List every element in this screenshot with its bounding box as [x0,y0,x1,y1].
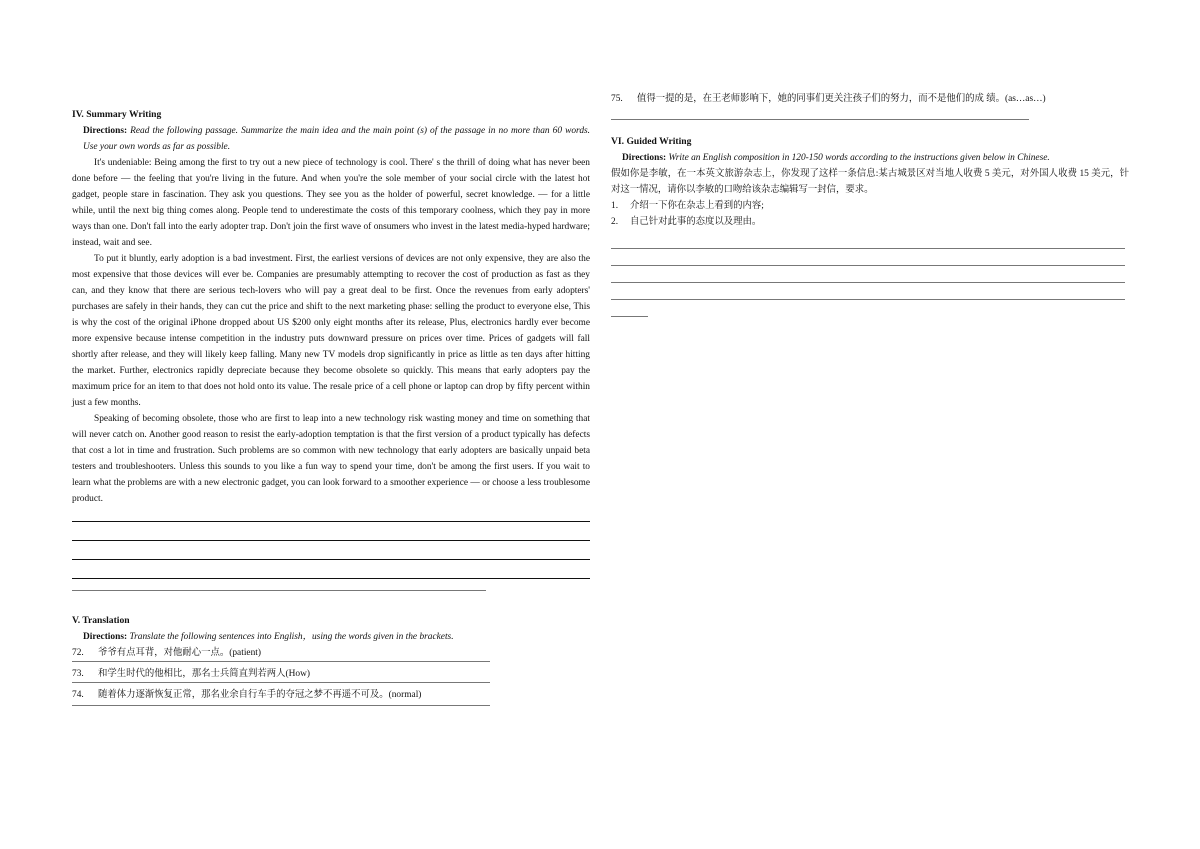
guided-prompt: 假如你是李敏，在一本英文旅游杂志上，你发现了这样一条信息:某古城景区对当地人收费 5 美元，对外国人收费 15 美元，针对这一情况，请你以李敏的口吻给该杂志编辑写一封信，要求。 [611,169,1129,195]
answer-line [72,540,590,541]
answer-line [611,265,1125,266]
translation-directions [72,629,590,645]
answer-line [72,578,590,579]
answer-line [611,282,1125,283]
guided-directions-text: Write an English composition in 120-150 words according to the instructions given below in Chinese. [668,153,1050,163]
answer-line [611,248,1125,249]
translation-heading: V. Translation [72,615,130,626]
guided-heading: VI. Guided Writing [611,136,692,147]
item-number: 72. [72,648,84,658]
requirement-text: 自己针对此事的态度以及理由。 [630,217,762,227]
answer-line-74[interactable] [72,705,490,706]
guided-directions-label: Directions: [622,153,667,163]
translation-item-72 [72,645,590,661]
guided-directions [611,150,1129,166]
item-text: 值得一提的是，在王老师影响下，她的同事们更关注孩子们的努力，而不是他们的成 绩。(as…as…) [637,94,1046,104]
answer-line-75[interactable] [611,119,1029,120]
summary-directions-label: Directions: [83,126,128,136]
translation-item-73 [72,666,590,682]
composition-answer-area[interactable] [611,248,1129,317]
requirement-number: 2. [611,217,619,227]
passage-paragraph-3: Speaking of becoming obsolete, those who are first to leap into a new technology risk wasting money and time on something that will never catch on. Another good reason to resist the early-adoption temptation is that the first version of a product typically has defects that cost a lot in time and frustration. Such problems are so common with new technology that early adopters are basically unpaid beta testers and troubleshooters. Unless this sounds to you like a fun way to spend your time, don't be among the first users. If you wait to learn what the problems are with a new electronic gadget, you can look forward to a smoother experience — or choose a less troublesome product. [72,414,590,504]
item-text: 爷爷有点耳背，对他耐心一点。(patient) [98,648,262,658]
summary-directions-text: Read the following passage. Summarize the main idea and the main point (s) of the passage in no more than 60 words. Use your own words as far as possible. [83,126,590,152]
item-number: 75. [611,94,623,104]
answer-line [72,559,590,560]
answer-line-72[interactable] [72,661,490,662]
item-text: 随着体力逐渐恢复正常，那名业余自行车手的夺冠之梦不再遥不可及。(normal) [98,690,422,700]
requirement-number: 1. [611,201,619,211]
passage-paragraph-2: To put it bluntly, early adoption is a bad investment. First, the earliest versions of devices are not only expensive, they are also the most expensive that those devices will ever be. Companies are presumably attempting to recover the cost of production as fast as they can, and they know that there are serious tech-lovers who will pay a great deal to be first. Once the revenues from early adopters' purchases are safely in their hands, they can cut the price and shift to the next marketing phase: selling the product to everyone else, This is why the cost of the original iPhone dropped about US $200 only eight months after its release, Plus, electronics hardly ever become more expensive because intense competition in the industry puts downward pressure on prices over time. Prices of gadgets will fall shortly after release, and they will likely keep falling. Many new TV models drop significantly in price as little as ten days after hitting the market. Further, electronics rapidly depreciate because they become obsolete so quickly. This means that early adopters pay the maximum price for an item to that does not hold onto its value. The resale price of a cell phone or laptop can drop by fifty percent within just a few months. [72,254,590,408]
item-number: 73. [72,669,84,679]
translation-item-75 [611,91,1129,107]
summary-heading: IV. Summary Writing [72,109,162,120]
requirement-1 [611,198,1129,214]
translation-directions-label: Directions: [83,632,128,642]
answer-line-73[interactable] [72,682,490,683]
requirement-text: 介绍一下你在杂志上看到的内容; [630,201,764,211]
right-column [611,91,1129,317]
left-column [72,107,590,706]
answer-line [611,299,1125,300]
answer-line [72,521,590,522]
summary-directions [72,123,590,155]
item-text: 和学生时代的他相比，那名士兵简直判若两人(How) [98,669,310,679]
summary-answer-area[interactable] [72,521,590,591]
answer-line [611,316,648,317]
passage-paragraph-1: It's undeniable: Being among the first to try out a new piece of technology is cool. There' s the thrill of doing what has never been done before — the feeling that you're living in the future. And when you're the sole member of your social circle with the latest hot gadget, people stare in fascination. They ask you questions. They see you as the holder of powerful, secret knowledge. — for a little while, until the next big thing comes along. People tend to underestimate the costs of this temporary coolness, which they pay in more ways than one. Don't fall into the early adopter trap. Don't join the first wave of onsumers who invest in the latest media-hyped hardware; instead, wait and see. [72,158,590,248]
translation-item-74 [72,687,590,703]
item-number: 74. [72,690,84,700]
requirement-2 [611,214,1129,230]
answer-line [72,590,486,591]
translation-directions-text: Translate the following sentences into English，using the words given in the brackets. [129,632,454,642]
